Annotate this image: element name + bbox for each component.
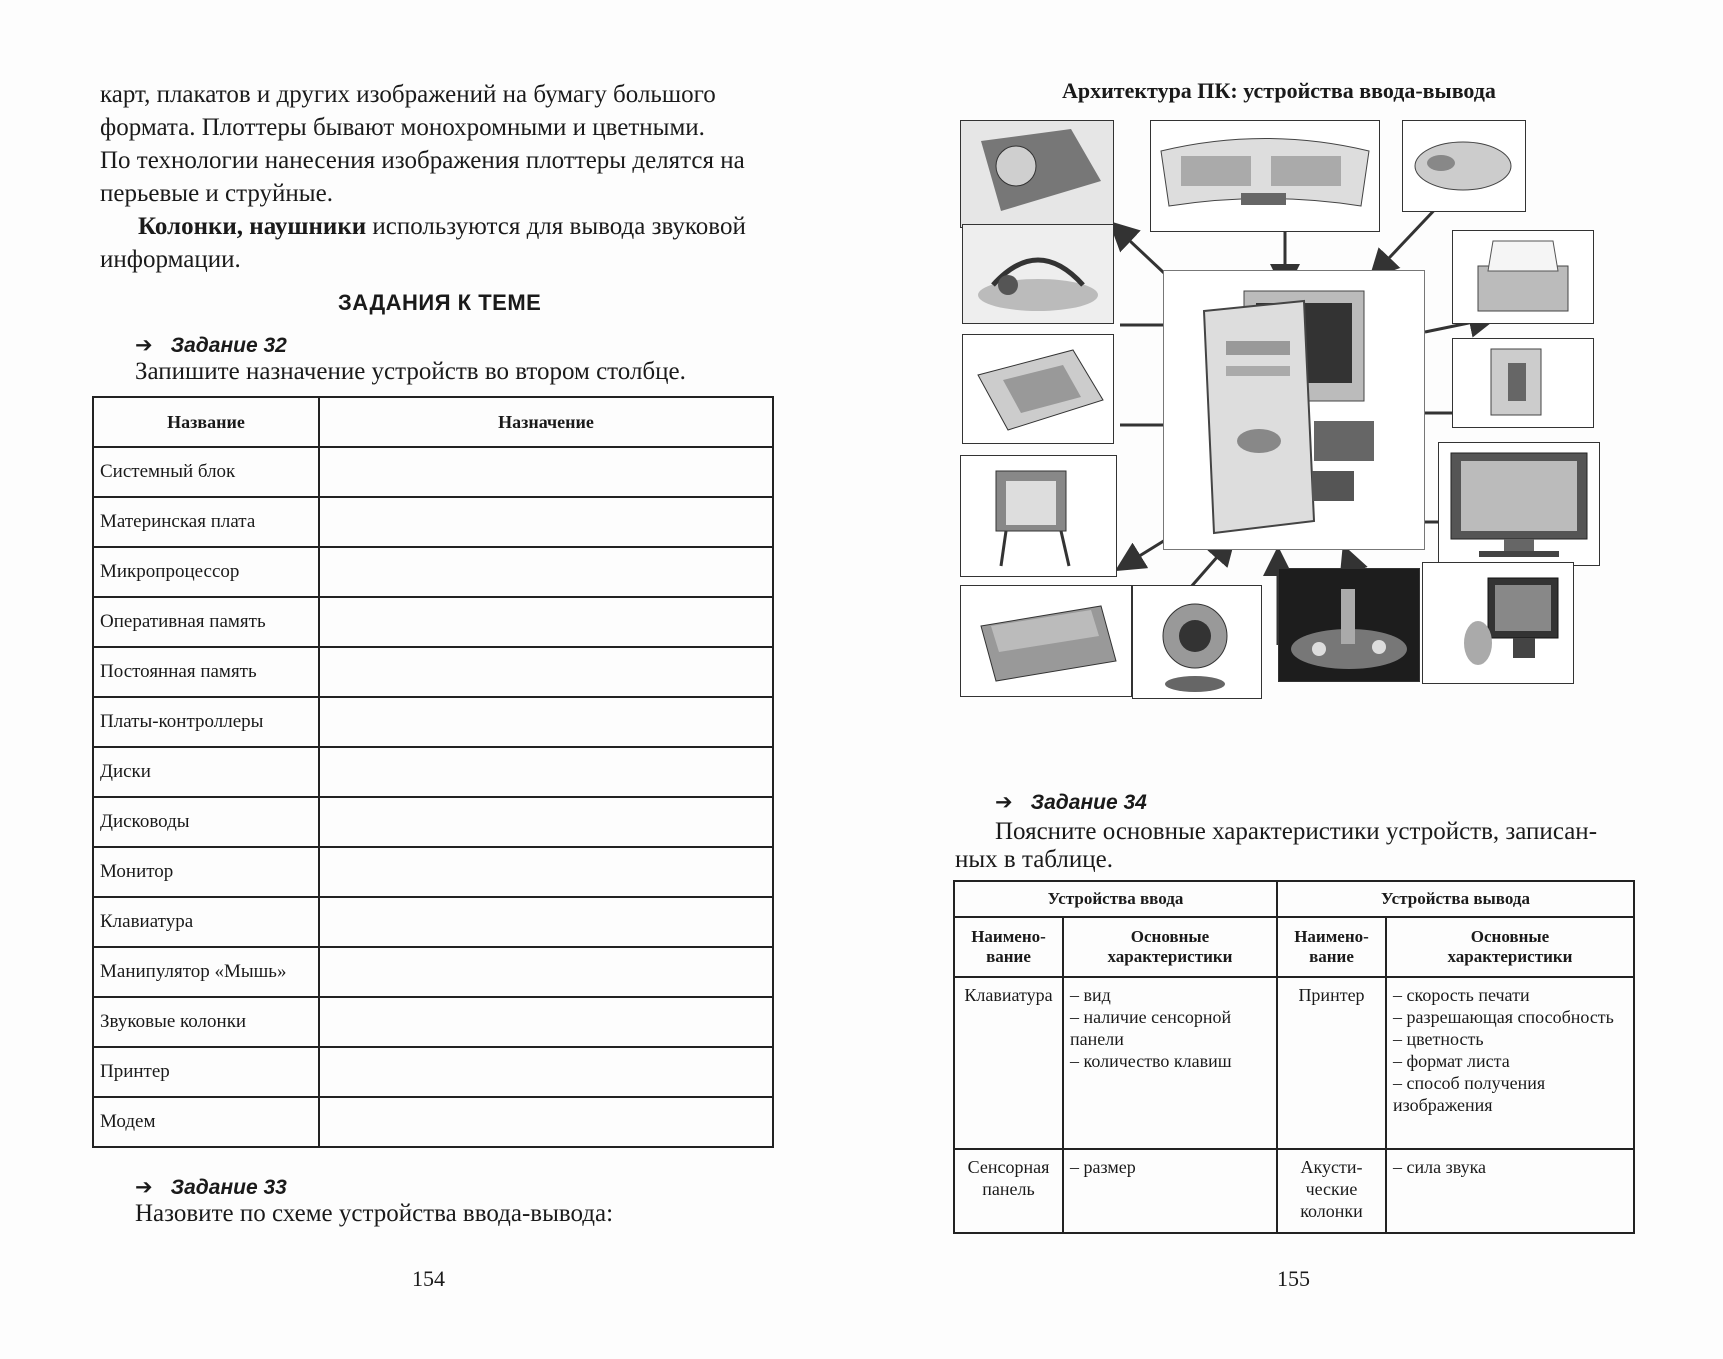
arrow-icon: ➔	[135, 334, 153, 357]
name-line: колонки	[1300, 1201, 1363, 1221]
arrow-from-mouse	[1373, 202, 1442, 275]
speakers-rest: используются для вывода звуковой	[366, 213, 746, 240]
input-device-chars	[1063, 977, 1277, 1149]
table-row	[954, 977, 1634, 1149]
output-name-header	[1277, 917, 1386, 977]
intro-line-4: перьевые и струйные.	[100, 180, 333, 207]
name-line: ческие	[1305, 1179, 1358, 1199]
running-head: Архитектура ПК: устройства ввода-вывода	[1062, 78, 1496, 103]
list-item: – формат листа	[1393, 1051, 1510, 1071]
task34-title: Задание 34	[1030, 791, 1147, 814]
list-item: – сила звука	[1393, 1157, 1487, 1177]
device-name: Системный блок	[93, 447, 319, 497]
header-line: вание	[1309, 947, 1354, 966]
purpose-cell[interactable]	[319, 797, 773, 847]
table-header-row	[93, 397, 773, 447]
header-line: вание	[986, 947, 1031, 966]
purpose-cell[interactable]	[319, 1097, 773, 1147]
task32-heading	[135, 333, 287, 358]
output-device-chars	[1386, 1149, 1634, 1233]
purpose-cell[interactable]	[319, 997, 773, 1047]
mouse-image	[1402, 120, 1526, 212]
list-item: – разрешающая способность	[1393, 1007, 1614, 1027]
list-item: – скорость печати	[1393, 985, 1530, 1005]
purpose-cell[interactable]	[319, 1047, 773, 1097]
table-row	[93, 897, 773, 947]
printer-image	[1452, 230, 1594, 324]
table-row	[93, 547, 773, 597]
headset-image	[962, 224, 1114, 324]
purpose-cell[interactable]	[319, 497, 773, 547]
keyboard-image	[1150, 120, 1380, 232]
device-name: Материнская плата	[93, 497, 319, 547]
projector-image	[960, 120, 1114, 228]
header-line: Наимено-	[1294, 927, 1369, 946]
device-name: Платы-контроллеры	[93, 697, 319, 747]
task34-text-line-1: Поясните основные характеристики устройств, записан-	[995, 818, 1598, 845]
table-row	[93, 947, 773, 997]
purpose-cell[interactable]	[319, 947, 773, 997]
list-item: – количество клавиш	[1070, 1051, 1232, 1071]
table-row	[93, 647, 773, 697]
table-row	[954, 1149, 1634, 1233]
speakers-line-1	[100, 210, 780, 243]
output-devices-header: Устройства вывода	[1277, 881, 1634, 917]
output-device-chars	[1386, 977, 1634, 1149]
task34-text	[955, 818, 1640, 874]
name-line: панель	[982, 1179, 1035, 1199]
table-row	[93, 1047, 773, 1097]
input-name-header	[954, 917, 1063, 977]
device-name: Диски	[93, 747, 319, 797]
device-name: Модем	[93, 1097, 319, 1147]
purpose-cell[interactable]	[319, 897, 773, 947]
header-line: Наимено-	[971, 927, 1046, 946]
table-row	[93, 997, 773, 1047]
input-device-name: Клавиатура	[954, 977, 1063, 1149]
list-item: – способ получения изображения	[1393, 1073, 1546, 1115]
task33-title: Задание 33	[170, 1176, 287, 1199]
touchscreen-image	[1422, 562, 1574, 684]
input-devices-header: Устройства ввода	[954, 881, 1277, 917]
device-name: Оперативная память	[93, 597, 319, 647]
task32-table	[92, 396, 774, 1148]
purpose-cell[interactable]	[319, 747, 773, 797]
input-device-chars	[1063, 1149, 1277, 1233]
computer-image	[1163, 270, 1425, 550]
webcam-image	[1132, 585, 1262, 699]
name-line: Акусти-	[1300, 1157, 1363, 1177]
arrow-icon: ➔	[135, 1176, 153, 1199]
table-row	[93, 497, 773, 547]
table-row	[93, 697, 773, 747]
io-devices-diagram	[960, 120, 1620, 780]
purpose-cell[interactable]	[319, 647, 773, 697]
intro-line-1: карт, плакатов и других изображений на бумагу большого	[100, 81, 716, 108]
task33-text: Назовите по схеме устройства ввода-вывода:	[135, 1200, 614, 1227]
section-title: ЗАДАНИЯ К ТЕМЕ	[338, 290, 542, 315]
table-row	[93, 847, 773, 897]
task32-text: Запишите назначение устройств во втором столбце.	[135, 358, 686, 385]
input-device-name	[954, 1149, 1063, 1233]
task33-heading	[135, 1175, 287, 1200]
scanner-image	[960, 585, 1132, 697]
output-device-name	[1277, 1149, 1386, 1233]
task34-text-line-2: ных в таблице.	[955, 846, 1113, 873]
device-name: Дисководы	[93, 797, 319, 847]
intro-line-2: формата. Плоттеры бывают монохромными и цветными.	[100, 114, 705, 141]
intro-line-3: По технологии нанесения изображения плоттеры делятся на	[100, 147, 745, 174]
device-image	[1452, 338, 1594, 428]
group-header-row	[954, 881, 1634, 917]
header-purpose: Назначение	[319, 397, 773, 447]
device-name: Клавиатура	[93, 897, 319, 947]
list-item: – размер	[1070, 1157, 1136, 1177]
task32-title: Задание 32	[170, 334, 287, 357]
device-name: Звуковые колонки	[93, 997, 319, 1047]
header-line: характеристики	[1447, 947, 1573, 966]
header-line: Основные	[1130, 927, 1210, 946]
column-header-row	[954, 917, 1634, 977]
plotter-image	[960, 455, 1117, 577]
device-name: Монитор	[93, 847, 319, 897]
header-line: характеристики	[1107, 947, 1233, 966]
graphics-tablet-image	[962, 334, 1114, 444]
purpose-cell[interactable]	[319, 697, 773, 747]
table-row	[93, 597, 773, 647]
purpose-cell[interactable]	[319, 447, 773, 497]
header-line: Основные	[1470, 927, 1550, 946]
table-row	[93, 447, 773, 497]
name-line: Сенсорная	[967, 1157, 1050, 1177]
output-chars-header	[1386, 917, 1634, 977]
purpose-cell[interactable]	[319, 847, 773, 897]
task34-table	[953, 880, 1635, 1234]
header-name: Название	[93, 397, 319, 447]
output-device-name: Принтер	[1277, 977, 1386, 1149]
table-row	[93, 797, 773, 847]
table-row	[93, 1097, 773, 1147]
list-item: – вид	[1070, 985, 1111, 1005]
page-number-left: 154	[412, 1266, 445, 1291]
speakers-bold: Колонки, наушники	[138, 213, 367, 240]
task34-heading	[995, 790, 1147, 815]
purpose-cell[interactable]	[319, 597, 773, 647]
speakers-line-2: информации.	[100, 246, 241, 273]
table-row	[93, 747, 773, 797]
monitor-image	[1438, 442, 1600, 566]
device-name: Микропроцессор	[93, 547, 319, 597]
device-name: Манипулятор «Мышь»	[93, 947, 319, 997]
purpose-cell[interactable]	[319, 547, 773, 597]
arrow-icon: ➔	[995, 791, 1013, 814]
list-item: – наличие сенсорной панели	[1070, 1007, 1232, 1049]
joystick-image	[1278, 568, 1420, 682]
list-item: – цветность	[1393, 1029, 1484, 1049]
intro-paragraph	[100, 78, 780, 276]
device-name: Принтер	[93, 1047, 319, 1097]
input-chars-header	[1063, 917, 1277, 977]
page-number-right: 155	[1277, 1266, 1310, 1291]
device-name: Постоянная память	[93, 647, 319, 697]
